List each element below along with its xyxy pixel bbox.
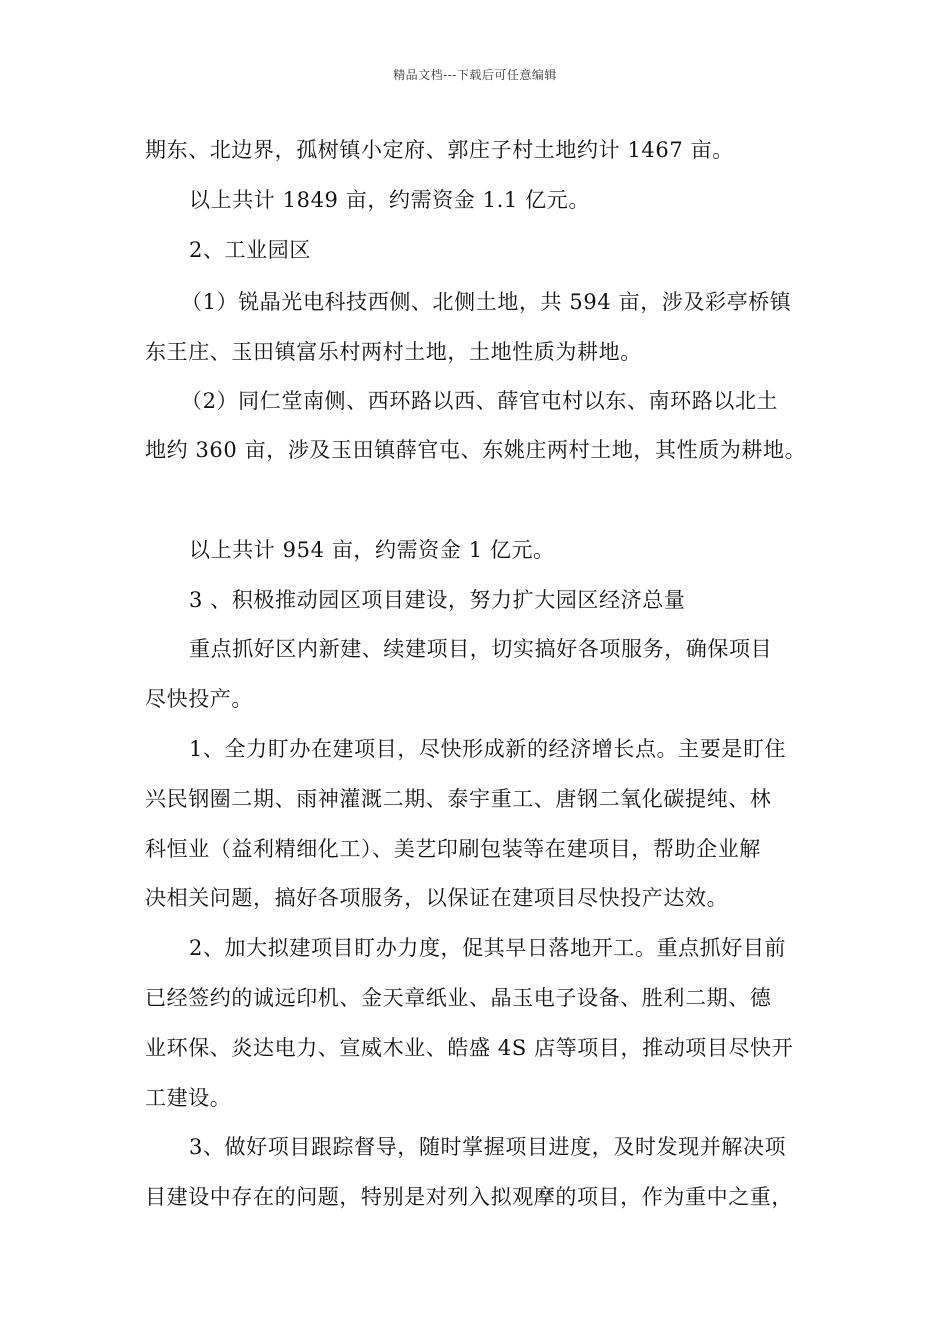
text-line: 重点抓好区内新建、续建项目，切实搞好各项服务，确保项目 [189, 637, 773, 661]
page-header: 精品文档---下载后可任意编辑 [393, 68, 557, 82]
text-line: 目建设中存在的问题，特别是对列入拟观摩的项目，作为重中之重， [145, 1185, 793, 1209]
text-line: 业环保、炎达电力、宣威木业、皓盛 4S 店等项目，推动项目尽快开 [145, 1036, 794, 1060]
text-line: 兴民钢圈二期、雨神灌溉二期、泰宇重工、唐钢二氧化碳提纯、林 [145, 787, 772, 811]
text-line: 东王庄、玉田镇富乐村两村土地，土地性质为耕地。 [145, 340, 642, 364]
text-line: 3、做好项目跟踪督导，随时掌握项目进度，及时发现并解决项 [189, 1135, 787, 1159]
text-line: 以上共计 1849 亩，约需资金 1.1 亿元。 [189, 188, 590, 212]
text-line: （1）锐晶光电科技西侧、北侧土地，共 594 亩，涉及彩亭桥镇 [181, 290, 792, 314]
text-line: 科恒业（益利精细化工）、美艺印刷包装等在建项目，帮助企业解 [145, 837, 761, 861]
text-line: 2、加大拟建项目盯办力度，促其早日落地开工。重点抓好目前 [189, 936, 787, 960]
text-line: （2）同仁堂南侧、西环路以西、薛官屯村以东、南环路以北土 [181, 389, 779, 413]
text-line: 决相关问题，搞好各项服务，以保证在建项目尽快投产达效。 [145, 886, 729, 910]
text-line: 尽快投产。 [145, 687, 253, 711]
text-line: 3 、积极推动园区项目建设，努力扩大园区经济总量 [189, 588, 686, 612]
text-line: 地约 360 亩，涉及玉田镇薛官屯、东姚庄两村土地，其性质为耕地。 [145, 438, 807, 462]
text-line: 1、全力盯办在建项目，尽快形成新的经济增长点。主要是盯住 [189, 737, 787, 761]
text-line: 工建设。 [145, 1086, 232, 1110]
text-line: 已经签约的诚远印机、金天章纸业、晶玉电子设备、胜利二期、德 [145, 986, 772, 1010]
text-line: 2、工业园区 [189, 238, 311, 262]
text-line: 以上共计 954 亩，约需资金 1 亿元。 [189, 538, 555, 562]
text-line: 期东、北边界，孤树镇小定府、郭庄子村土地约计 1467 亩。 [145, 138, 734, 162]
